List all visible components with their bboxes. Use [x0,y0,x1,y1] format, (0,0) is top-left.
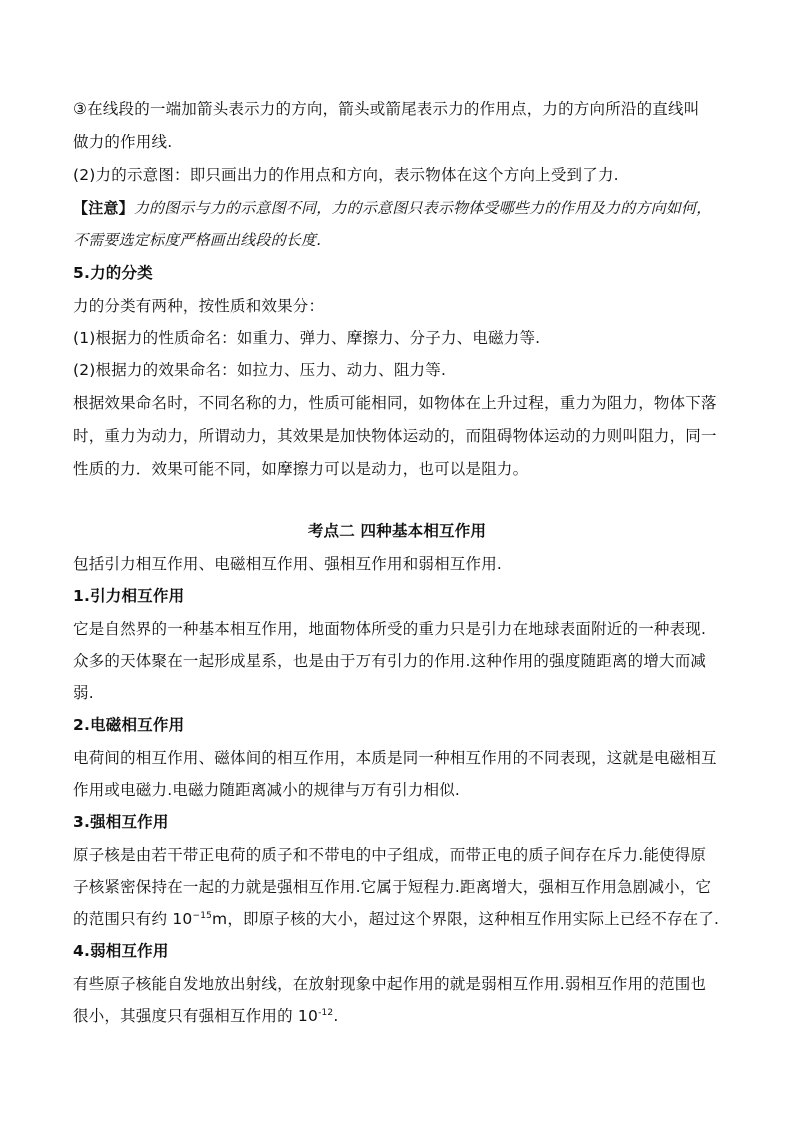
heading-force-classification: 5.力的分类 [73,264,153,282]
weak-strength-post: . [333,1007,339,1025]
heading-weak: 4.弱相互作用 [73,942,169,960]
paragraph-effect-naming-2: 时，重力为动力，所谓动力，其效果是加快物体运动的，而阻碍物体运动的力则叫阻力，同一 [73,427,717,445]
weak-strength-exponent: -12 [318,1008,334,1018]
heading-strong: 3.强相互作用 [73,813,169,831]
paragraph-strong-1: 原子核是由若干带正电荷的质子和不带电的中子组成，而带正电的质子间存在斥力.能使得原 [73,846,707,864]
paragraph-by-effect: (2)根据力的效果命名：如拉力、压力、动力、阻力等. [73,361,447,379]
note-tag: 【注意】 [73,199,134,217]
note-line-2: 不需要选定标度严格画出线段的长度. [73,231,322,249]
paragraph-strong-2: 子核紧密保持在一起的力就是强相互作用.它属于短程力.距离增大，强相互作用急剧减小，它 [73,878,712,896]
strong-range-post: m，即原子核的大小，超过这个界限，这种相互作用实际上已经不存在了. [212,910,720,928]
paragraph-effect-naming-1: 根据效果命名时，不同名称的力，性质可能相同，如物体在上升过程，重力为阻力，物体下落 [73,394,717,412]
paragraph-effect-naming-3: 性质的力．效果可能不同，如摩擦力可以是动力，也可以是阻力。 [73,460,529,478]
strong-range-exponent: −15 [192,911,213,921]
paragraph-electromagnetic-2: 作用或电磁力.电磁力随距离减小的规律与万有引力相似. [73,781,461,799]
heading-gravitational: 1.引力相互作用 [73,587,185,605]
paragraph-four-interactions: 包括引力相互作用、电磁相互作用、强相互作用和弱相互作用. [73,555,503,573]
paragraph-arrow-direction-cont: 做力的作用线. [73,133,173,151]
paragraph-gravitational-3: 弱. [73,684,94,702]
paragraph-force-diagram: (2)力的示意图：即只画出力的作用点和方向，表示物体在这个方向上受到了力. [73,166,619,184]
strong-range-pre: 的范围只有约 10 [73,910,193,928]
weak-strength-pre: 很小，其强度只有强相互作用的 10 [73,1007,319,1025]
paragraph-classification-intro: 力的分类有两种，按性质和效果分： [73,297,325,315]
paragraph-arrow-direction: ③在线段的一端加箭头表示力的方向，箭头或箭尾表示力的作用点，力的方向所沿的直线叫 [73,100,700,118]
paragraph-gravitational-1: 它是自然界的一种基本相互作用，地面物体所受的重力只是引力在地球表面附近的一种表现. [73,620,707,638]
paragraph-electromagnetic-1: 电荷间的相互作用、磁体间的相互作用，本质是同一种相互作用的不同表现，这就是电磁相互 [73,749,717,767]
paragraph-weak-2 [73,1005,723,1027]
paragraph-weak-1: 有些原子核能自发地放出射线，在放射现象中起作用的就是弱相互作用.弱相互作用的范围也 [73,975,707,993]
paragraph-gravitational-2: 众多的天体聚在一起形成星系，也是由于万有引力的作用.这种作用的强度随距离的增大而减 [73,652,707,670]
paragraph-strong-3 [73,908,723,930]
note-text: 力的图示与力的示意图不同，力的示意图只表示物体受哪些力的作用及力的方向如何， [133,199,712,217]
note-line-1 [73,197,723,219]
paragraph-by-nature: (1)根据力的性质命名：如重力、弹力、摩擦力、分子力、电磁力等. [73,329,541,347]
heading-electromagnetic: 2.电磁相互作用 [73,716,185,734]
section-title: 考点二 四种基本相互作用 [307,522,487,540]
